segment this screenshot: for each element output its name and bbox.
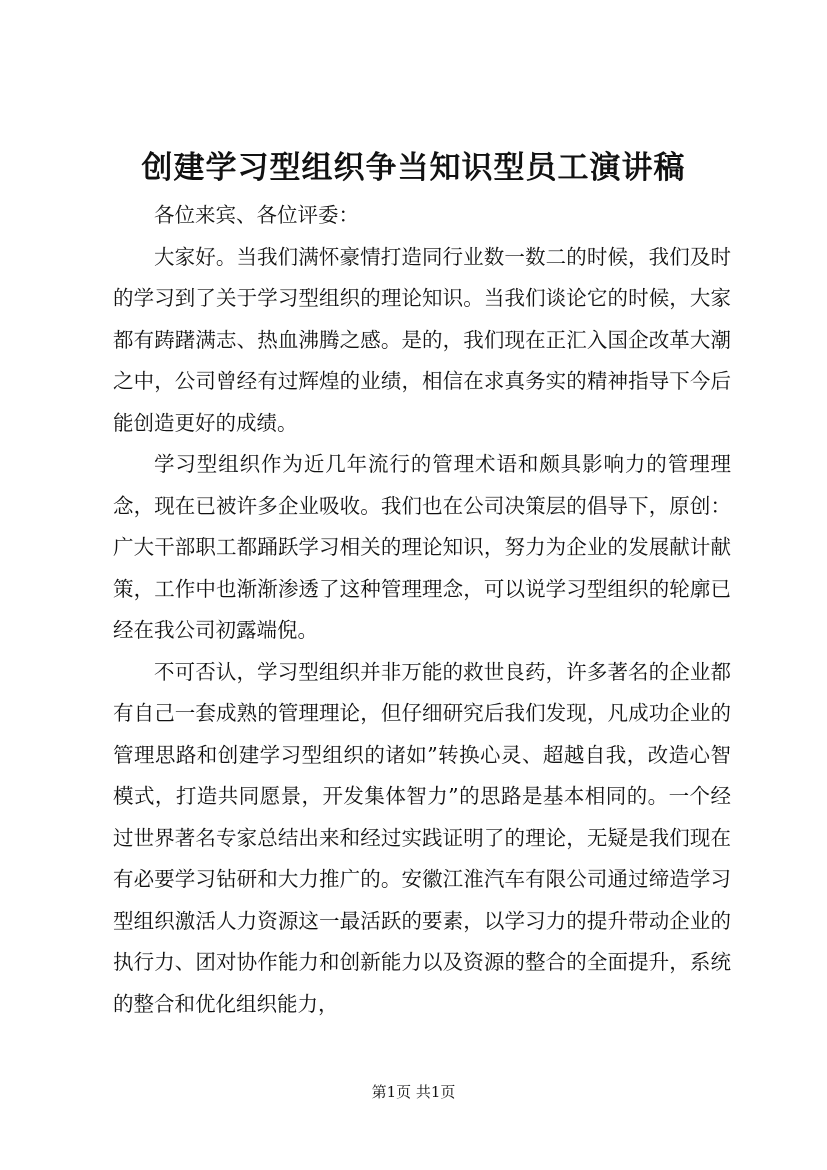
document-title: 创建学习型组织争当知识型员工演讲稿 [141, 150, 686, 186]
paragraph-2: 学习型组织作为近几年流行的管理术语和颇具影响力的管理理念，现在已被许多企业吸收。我们也在公司决策层的倡导下，原创：广大干部职工都踊跃学习相关的理论知识，努力为企业的发展献计献策，工作中也渐渐渗透了这种管理理念，可以说学习型组织的轮廓已经在我公司初露端倪。 [113, 452, 731, 642]
paragraph-3: 不可否认，学习型组织并非万能的救世良药，许多著名的企业都有自己一套成熟的管理理论，但仔细研究后我们发现，凡成功企业的管理思路和创建学习型组织的诸如”转换心灵、超越自我，改造心智模式，打造共同愿景，开发集体智力”的思路是基本相同的。一个经过世界著名专家总结出来和经过实践证明了的理论，无疑是我们现在有必要学习钻研和大力推广的。安徽江淮汽车有限公司通过缔造学习型组织激活人力资源这一最活跃的要素，以学习力的提升带动企业的执行力、团对协作能力和创新能力以及资源的整合的全面提升，系统的整合和优化组织能力， [113, 659, 731, 1016]
page-number-footer: 第1页 共1页 [371, 1083, 456, 1101]
greeting-line: 各位来宾、各位评委： [154, 203, 359, 227]
paragraph-1: 大家好。当我们满怀豪情打造同行业数一数二的时候，我们及时的学习到了关于学习型组织的理论知识。当我们谈论它的时候，大家都有踌躇满志、热血沸腾之感。是的，我们现在正汇入国企改革大潮之中，公司曾经有过辉煌的业绩，相信在求真务实的精神指导下今后能创造更好的成绩。 [113, 244, 731, 435]
document-body [113, 195, 731, 1025]
